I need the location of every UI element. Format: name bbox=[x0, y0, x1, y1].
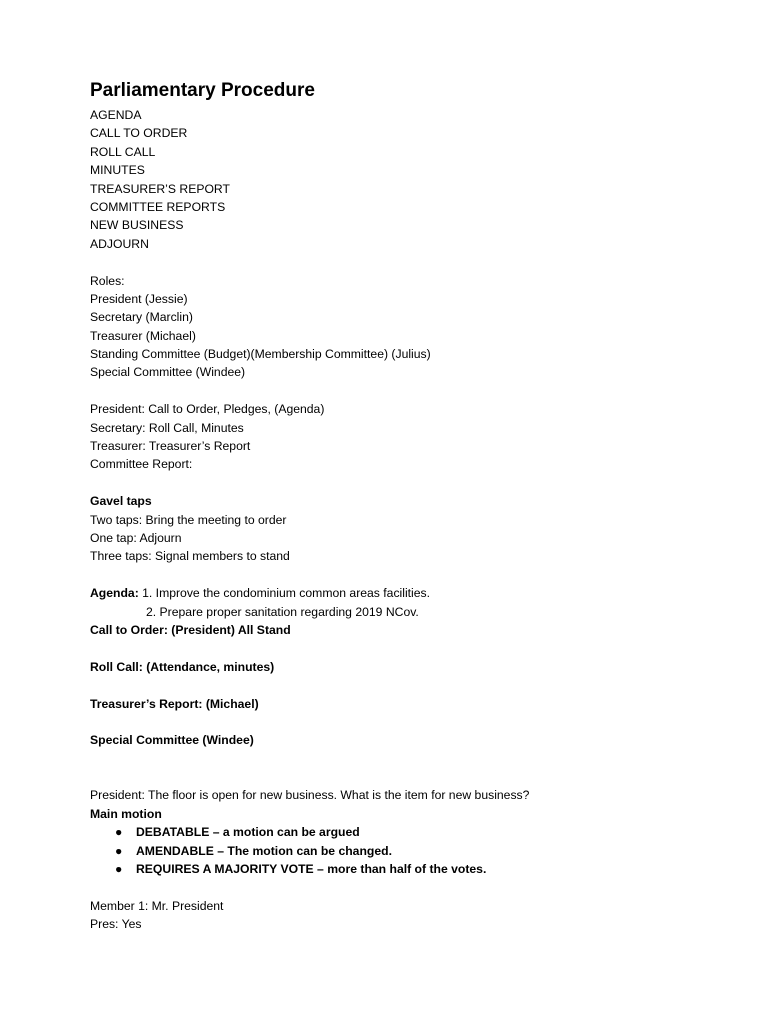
agenda-outline-item: COMMITTEE REPORTS bbox=[90, 199, 226, 214]
duty-item: Treasurer: Treasurer’s Report bbox=[90, 439, 251, 454]
spacer bbox=[90, 253, 730, 271]
main-motion-heading: Main motion bbox=[90, 806, 162, 821]
agenda-outline bbox=[90, 106, 730, 253]
spacer bbox=[90, 750, 730, 768]
special-committee-heading: Special Committee (Windee) bbox=[90, 733, 254, 748]
spacer bbox=[90, 878, 730, 896]
gavel-item: Two taps: Bring the meeting to order bbox=[90, 512, 287, 527]
spacer bbox=[90, 474, 730, 492]
agenda-outline-item: ADJOURN bbox=[90, 236, 149, 251]
roll-call-heading: Roll Call: (Attendance, minutes) bbox=[90, 659, 275, 674]
main-motion-list bbox=[90, 823, 730, 878]
role-item: Treasurer (Michael) bbox=[90, 328, 196, 343]
list-item bbox=[90, 823, 730, 841]
bullet-icon: ● bbox=[115, 843, 123, 858]
dialogue-line: Pres: Yes bbox=[90, 917, 142, 932]
roles-heading: Roles: bbox=[90, 273, 125, 288]
call-to-order-heading: Call to Order: (President) All Stand bbox=[90, 622, 291, 637]
role-item: Secretary (Marclin) bbox=[90, 310, 193, 325]
agenda-outline-item: ROLL CALL bbox=[90, 144, 156, 159]
role-item: Special Committee (Windee) bbox=[90, 365, 246, 380]
bullet-icon: ● bbox=[115, 862, 123, 877]
role-item: Standing Committee (Budget)(Membership Committee) (Julius) bbox=[90, 347, 431, 362]
duty-item: Committee Report: bbox=[90, 457, 193, 472]
spacer bbox=[90, 566, 730, 584]
agenda-label: Agenda: bbox=[90, 586, 139, 601]
dialogue-line: Member 1: Mr. President bbox=[90, 898, 224, 913]
agenda-outline-item: MINUTES bbox=[90, 163, 145, 178]
agenda-outline-item: NEW BUSINESS bbox=[90, 218, 184, 233]
gavel-item: One tap: Adjourn bbox=[90, 530, 182, 545]
list-item-text: REQUIRES A MAJORITY VOTE – more than half of the votes. bbox=[136, 862, 487, 877]
duty-item: President: Call to Order, Pledges, (Agenda) bbox=[90, 402, 325, 417]
agenda-section bbox=[90, 584, 730, 639]
roles-section bbox=[90, 272, 730, 382]
bullet-icon: ● bbox=[115, 825, 123, 840]
agenda-outline-item: AGENDA bbox=[90, 108, 142, 122]
agenda-outline-item: TREASURER’S REPORT bbox=[90, 181, 230, 196]
duty-item: Secretary: Roll Call, Minutes bbox=[90, 420, 244, 435]
agenda-item: 2. Prepare proper sanitation regarding 2019 NCov. bbox=[146, 604, 419, 619]
president-floor-text: President: The floor is open for new business. What is the item for new business? bbox=[90, 788, 530, 803]
treasurers-report-heading: Treasurer’s Report: (Michael) bbox=[90, 696, 259, 711]
spacer bbox=[90, 639, 730, 657]
agenda-line-1 bbox=[90, 584, 730, 602]
spacer bbox=[90, 713, 730, 731]
list-item-text: DEBATABLE – a motion can be argued bbox=[136, 825, 360, 840]
document-page bbox=[90, 78, 730, 934]
spacer bbox=[90, 676, 730, 694]
gavel-item: Three taps: Signal members to stand bbox=[90, 549, 290, 564]
agenda-outline-item: CALL TO ORDER bbox=[90, 126, 188, 141]
document-title: Parliamentary Procedure bbox=[90, 80, 315, 101]
list-item-text: AMENDABLE – The motion can be changed. bbox=[136, 843, 392, 858]
spacer bbox=[90, 768, 730, 786]
list-item bbox=[90, 842, 730, 860]
duties-section bbox=[90, 400, 730, 474]
gavel-section bbox=[90, 492, 730, 566]
agenda-item: 1. Improve the condominium common areas facilities. bbox=[138, 586, 431, 601]
gavel-heading: Gavel taps bbox=[90, 494, 152, 509]
spacer bbox=[90, 382, 730, 400]
role-item: President (Jessie) bbox=[90, 291, 188, 306]
list-item bbox=[90, 860, 730, 878]
